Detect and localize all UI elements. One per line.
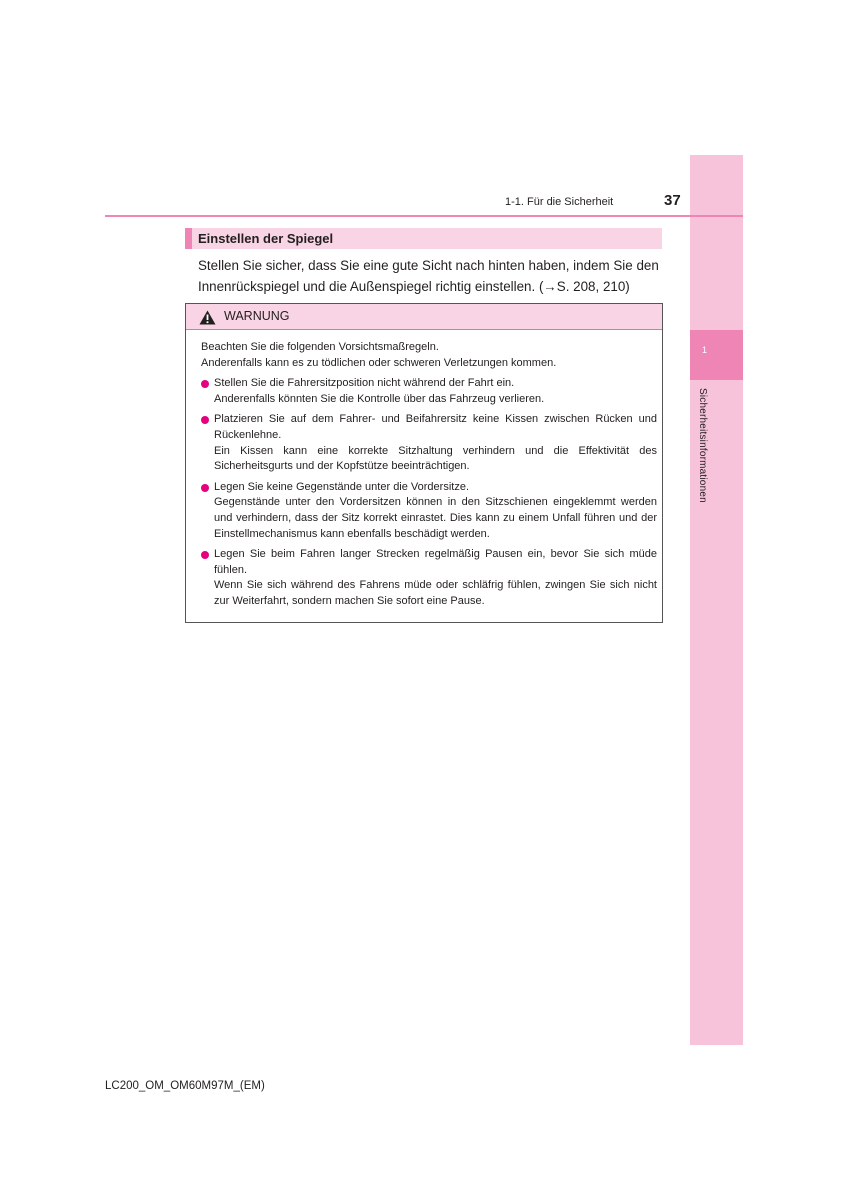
warning-item [201,547,657,609]
warning-item-title: Legen Sie beim Fahren langer Strecken regelmäßig Pausen ein, bevor Sie sich müde fühlen. [214,548,657,576]
warning-item-title: Stellen Sie die Fahrersitzposition nicht während der Fahrt ein. [214,377,515,390]
chapter-title: Sicherheitsinformationen [697,388,708,503]
intro-paragraph: Stellen Sie sicher, dass Sie eine gute Sicht nach hinten haben, indem Sie den Innenrückspiegel und die Außenspiegel richtig einstellen. (→S. 208, 210) [198,258,659,294]
warning-item-text: Ein Kissen kann eine korrekte Sitzhaltung verhindern und die Effektivität des Sicherheitsgurts und der Kopfstütze beeinträchtigen. [214,444,657,473]
warning-intro-line: Beachten Sie die folgenden Vorsichtsmaßregeln. [201,341,439,353]
page-number: 37 [664,192,681,209]
bullet-icon [201,380,209,388]
warning-triangle-icon [199,310,216,325]
warning-label: WARNUNG [224,309,290,323]
warning-item-text: Gegenstände unter den Vordersitzen können in den Sitzschienen eingeklemmt werden und verhindern, dass der Sitz korrekt einrastet. Dies kann zu einem Unfall führen und der Einstellmechanismus kann ebenfalls beschädigt werden. [214,496,657,540]
warning-item [201,480,657,542]
warning-item [201,412,657,474]
side-tab-chapter-marker [690,330,743,380]
warning-intro-line: Anderenfalls kann es zu tödlichen oder schweren Verletzungen kommen. [201,356,557,369]
warning-item-title: Legen Sie keine Gegenstände unter die Vordersitze. [214,480,470,493]
warning-item-title: Platzieren Sie auf dem Fahrer- und Beifahrersitz keine Kissen zwischen Rücken und Rückenlehne. [214,413,657,441]
warning-item-text: Wenn Sie sich während des Fahrens müde oder schläfrig fühlen, zwingen Sie sich nicht zur Weiterfahrt, sondern machen Sie sofort eine Pause. [214,579,657,607]
header-divider [105,215,743,217]
warning-item-text: Anderenfalls könnten Sie die Kontrolle über das Fahrzeug verlieren. [214,392,545,405]
section-heading [185,228,662,249]
warning-box [185,303,663,623]
bullet-icon [201,484,209,492]
warning-header [186,304,662,330]
chapter-number: 1 [702,345,708,355]
side-tab [690,155,743,1045]
section-heading-text: Einstellen der Spiegel [198,231,334,246]
header-section-title: 1-1. Für die Sicherheit [505,196,614,208]
warning-item [201,376,657,407]
warning-body [201,340,657,610]
bullet-icon [201,551,209,559]
bullet-icon [201,416,209,424]
document-code-footer: LC200_OM_OM60M97M_(EM) [105,1080,265,1092]
